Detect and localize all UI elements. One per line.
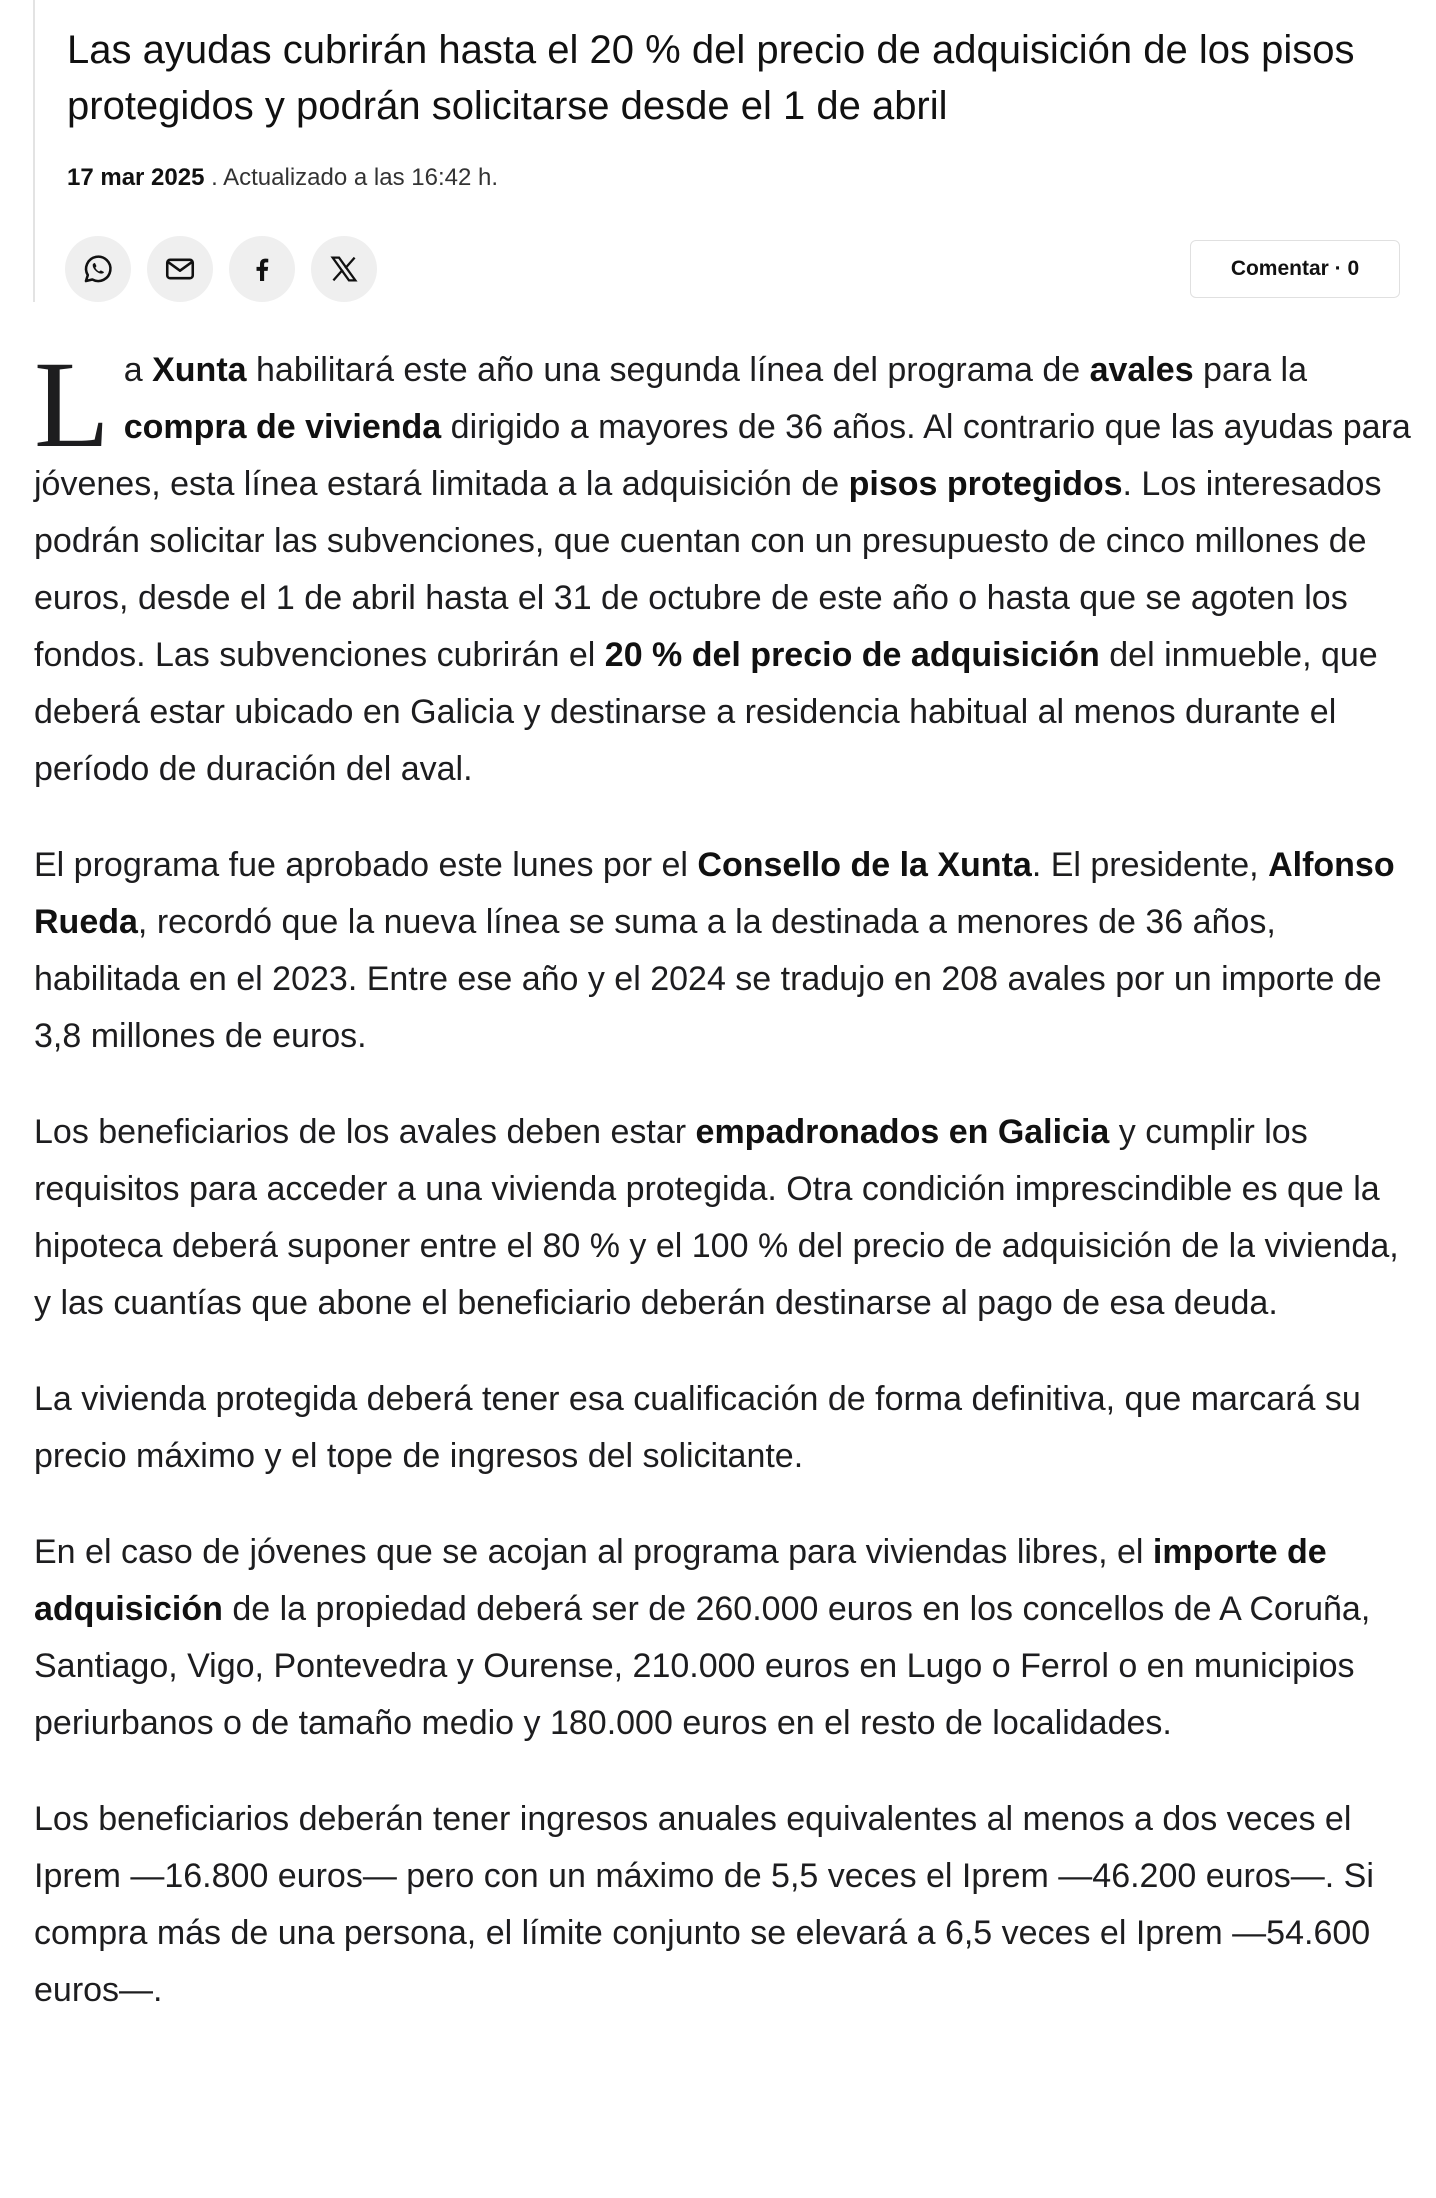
article-body — [34, 336, 1424, 2058]
bold-text: Consello de la Xunta — [697, 846, 1032, 884]
text: dirigido a mayores de 36 años. Al contrario que las ayudas para jóvenes, esta línea estará limitada a la adquisición de — [34, 408, 1411, 503]
text: La vivienda protegida deberá tener esa cualificación de forma definitiva, que marcará su precio máximo y el tope de ingresos del solicitante. — [34, 1380, 1361, 1475]
whatsapp-icon — [81, 252, 115, 286]
text: En el caso de jóvenes que se acojan al programa para viviendas libres, el — [34, 1533, 1153, 1571]
bold-text: avales — [1089, 351, 1194, 389]
updated-time: . Actualizado a las 16:42 h. — [204, 164, 498, 191]
comment-button[interactable]: Comentar · 0 — [1190, 240, 1400, 298]
text: Los beneficiarios de los avales deben estar — [34, 1113, 696, 1151]
paragraph — [34, 1104, 1424, 1332]
text: , recordó que la nueva línea se suma a la destinada a menores de 36 años, habilitada en el 2023. Entre ese año y el 2024 se tradujo en 208 avales por un importe de 3,8 millones de euros. — [34, 903, 1382, 1055]
bold-text: pisos protegidos — [848, 465, 1123, 503]
article-header — [33, 0, 1413, 302]
bold-text: Xunta — [152, 351, 247, 389]
drop-cap: L — [34, 336, 110, 473]
text: habilitará este año una segunda línea del programa de — [246, 351, 1090, 389]
paragraph — [34, 1371, 1424, 1485]
share-x-button[interactable] — [311, 236, 377, 302]
text: del inmueble, que deberá estar ubicado en Galicia y destinarse a residencia habitual al menos durante el período de duración del aval. — [34, 636, 1378, 788]
share-facebook-button[interactable] — [229, 236, 295, 302]
x-icon — [327, 252, 361, 286]
text: para la — [1193, 351, 1308, 389]
share-email-button[interactable] — [147, 236, 213, 302]
text: Los beneficiarios deberán tener ingresos anuales equivalentes al menos a dos veces el Iprem —16.800 euros— pero con un máximo de 5,5 veces el Iprem —46.200 euros—. Si compra más de una persona, el límite conjunto se elevará a 6,5 veces el Iprem —54.600 euros—. — [34, 1800, 1374, 2009]
email-icon — [163, 252, 197, 286]
paragraph — [34, 1791, 1424, 2019]
bold-text: importe de adquisición — [34, 1533, 1327, 1628]
bold-text: Alfonso Rueda — [34, 846, 1395, 941]
text: de la propiedad deberá ser de 260.000 euros en los concellos de A Coruña, Santiago, Vigo, Pontevedra y Ourense, 210.000 euros en Lugo o Ferrol o en municipios periurbanos o de tamaño medio y 180.000 euros en el resto de localidades. — [34, 1590, 1371, 1742]
share-bar — [65, 236, 377, 302]
bold-text: empadronados en Galicia — [695, 1113, 1110, 1151]
bold-text: compra de vivienda — [123, 408, 442, 446]
text: El programa fue aprobado este lunes por el — [34, 846, 698, 884]
paragraph — [34, 1524, 1424, 1752]
text: y cumplir los requisitos para acceder a una vivienda protegida. Otra condición imprescindible es que la hipoteca deberá suponer entre el 80 % y el 100 % del precio de adquisición de la vivienda, y las cuantías que abone el beneficiario deberán destinarse al pago de esa deuda. — [34, 1113, 1399, 1322]
bold-text: 20 % del precio de adquisición — [604, 636, 1100, 674]
publish-date: 17 mar 2025 — [67, 164, 205, 191]
text: . El presidente, — [1031, 846, 1269, 884]
headline: Las ayudas cubrirán hasta el 20 % del precio de adquisición de los pisos protegidos y podrán solicitarse desde el 1 de abril — [67, 28, 1355, 128]
paragraph — [34, 336, 1424, 798]
text: . Los interesados podrán solicitar las subvenciones, que cuentan con un presupuesto de cinco millones de euros, desde el 1 de abril hasta el 31 de octubre de este año o hasta que se agoten los fondos. Las subvenciones cubrirán el — [34, 465, 1382, 674]
share-whatsapp-button[interactable] — [65, 236, 131, 302]
paragraph — [34, 837, 1424, 1065]
text: a — [123, 351, 153, 389]
article-meta — [67, 164, 498, 192]
facebook-icon — [246, 253, 278, 285]
